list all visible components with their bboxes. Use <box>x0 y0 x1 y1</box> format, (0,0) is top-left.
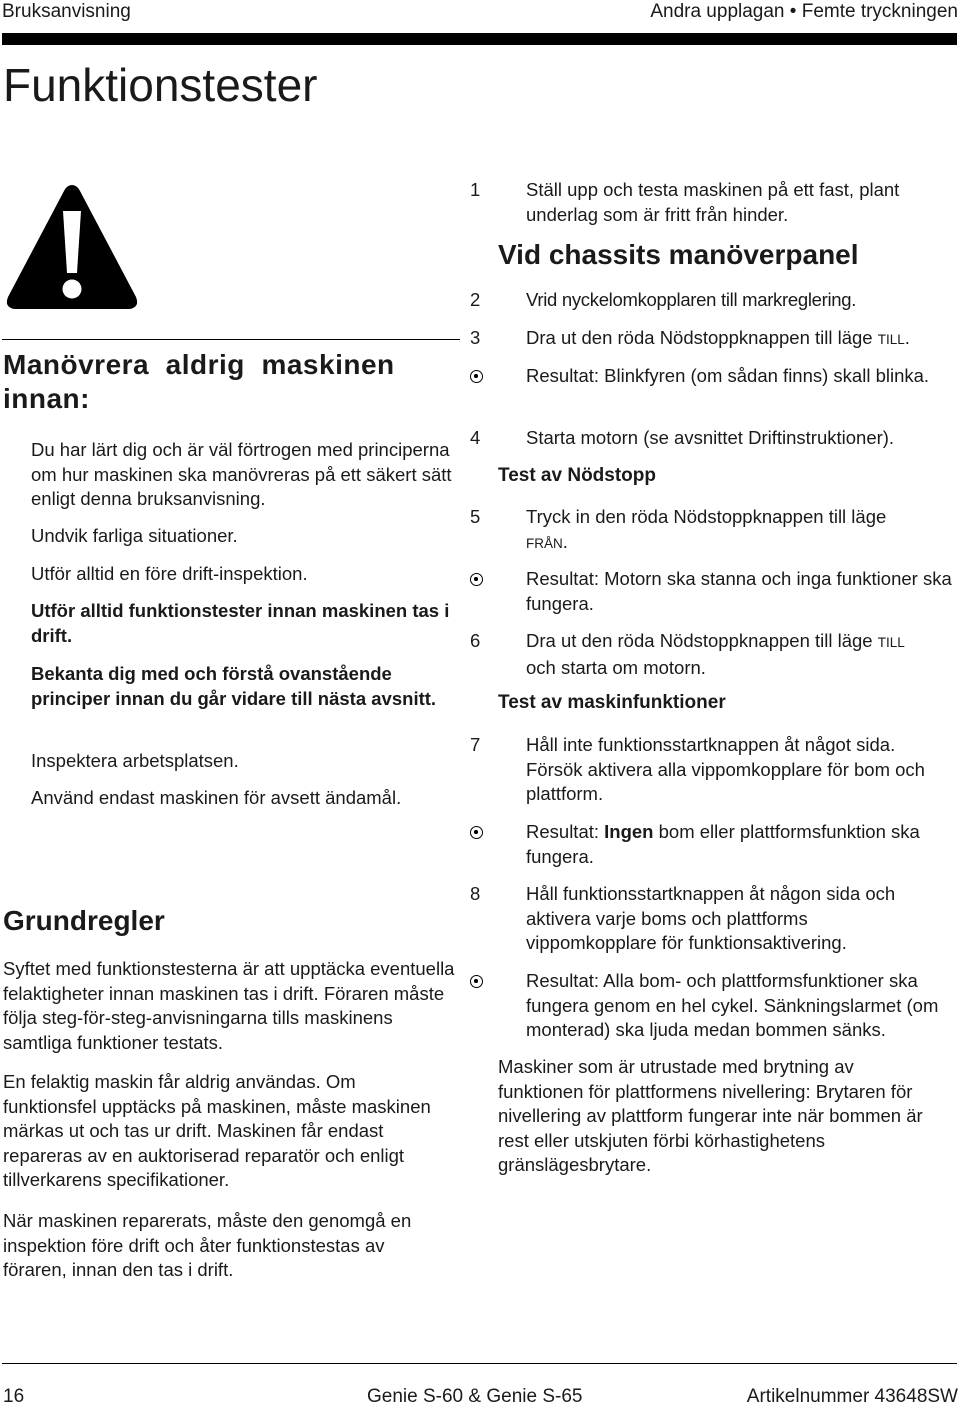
header-rule <box>2 33 957 45</box>
result-8: Resultat: Alla bom- och plattformsfunktioner ska fungera genom en hel cykel. Sänkningslarmet (om monterad) ska ljuda medan bommen sänks. <box>498 969 960 1043</box>
page-title: Funktionstester <box>3 59 318 111</box>
result-7: Resultat: Ingen bom eller plattformsfunktion ska fungera. <box>498 820 928 869</box>
footer-model: Genie S-60 & Genie S-65 <box>367 1386 583 1407</box>
checked-item-text: Du har lärt dig och är väl förtrogen med principerna om hur maskinen ska manövreras på ett säkert sätt enligt denna bruksanvisning. <box>31 439 452 509</box>
grundregler-paragraph-3: När maskinen reparerats, måste den genomgå en inspektion före drift och åter funktionstestas av föraren, innan den tas i drift. <box>3 1210 412 1280</box>
result-3: Resultat: Blinkfyren (om sådan finns) skall blinka. <box>498 364 960 389</box>
warning-item-5: Använd endast maskinen för avsett ändamål. <box>31 787 402 808</box>
test-nodstopp-title: Test av Nödstopp <box>498 465 656 486</box>
warning-item-1: Undvik farliga situationer. <box>31 525 238 546</box>
chassis-panel-subtitle: Vid chassits manöverpanel <box>498 239 859 270</box>
header-edition-label: Andra upplagan • Femte tryckningen <box>650 1 958 22</box>
checked-item <box>3 438 463 512</box>
step-4: 4 Starta motorn (se avsnittet Driftinstruktioner). <box>470 427 895 448</box>
step-2: 2 Vrid nyckelomkopplaren till markreglering. <box>470 289 857 310</box>
grundregler-title: Grundregler <box>3 905 165 936</box>
page-number: 16 <box>3 1386 25 1407</box>
step-6: 6 Dra ut den röda Nödstoppknappen till läge TILL och starta om motorn. <box>470 630 905 678</box>
result-icon <box>470 370 483 383</box>
result-icon <box>470 975 483 988</box>
result-icon <box>470 826 483 839</box>
result-5: Resultat: Motorn ska stanna och inga funktioner ska fungera. <box>498 567 960 616</box>
footer-rule <box>2 1363 957 1364</box>
test-maskin-title: Test av maskinfunktioner <box>498 692 726 713</box>
warning-triangle-icon <box>3 181 141 315</box>
warning-item-3: Utför alltid funktionstester innan maskinen tas i drift. <box>31 600 450 646</box>
section-divider <box>2 339 460 340</box>
closing-paragraph: Maskiner som är utrustade med brytning av funktionen för plattformens nivellering: Brytaren för nivellering av plattform fungerar inte när bommen är rest eller utskjuten förbi körhastighetens gränslägesbrytare. <box>498 1056 923 1175</box>
warning-title-line1: Manövrera aldrig maskinen <box>3 349 395 380</box>
warning-title-line2: innan: <box>3 383 90 414</box>
warning-item-2: Utför alltid en före drift-inspektion. <box>31 563 308 584</box>
warning-heading <box>3 348 463 416</box>
warning-item-4: Inspektera arbetsplatsen. <box>31 750 239 771</box>
grundregler-paragraph-1: Syftet med funktionstesterna är att upptäcka eventuella felaktigheter innan maskinen tas i drift. Föraren måste följa steg-för-steg-anvisningarna tills maskinens samtliga funktioner testats. <box>3 958 455 1053</box>
step-1: 1 Ställ upp och testa maskinen på ett fast, plant underlag som är fritt från hinder. <box>470 179 900 225</box>
step-3: 3 Dra ut den röda Nödstoppknappen till läge TILL. <box>470 327 910 348</box>
grundregler-paragraph-2: En felaktig maskin får aldrig användas. Om funktionsfel upptäcks på maskinen, måste maskinen märkas ut och tas ur drift. Maskinen får endast repareras av en auktoriserad reparatör och enligt tillverkarens specifikationer. <box>3 1071 431 1190</box>
warning-emphasis: Bekanta dig med och förstå ovanstående principer innan du går vidare till nästa avsnitt. <box>31 663 437 709</box>
step-8: 8 Håll funktionsstartknappen åt någon sida och aktivera varje boms och plattforms vippomkopplare för funktionsaktivering. <box>470 883 896 953</box>
header-manual-label: Bruksanvisning <box>2 1 131 22</box>
step-7: 7 Håll inte funktionsstartknappen åt något sida. Försök aktivera alla vippomkopplare för bom och plattform. <box>470 734 925 804</box>
footer-part-number: Artikelnummer 43648SW <box>746 1386 958 1407</box>
result-icon <box>470 573 483 586</box>
step-5: 5 Tryck in den röda Nödstoppknappen till läge FRÅN. <box>470 506 887 552</box>
